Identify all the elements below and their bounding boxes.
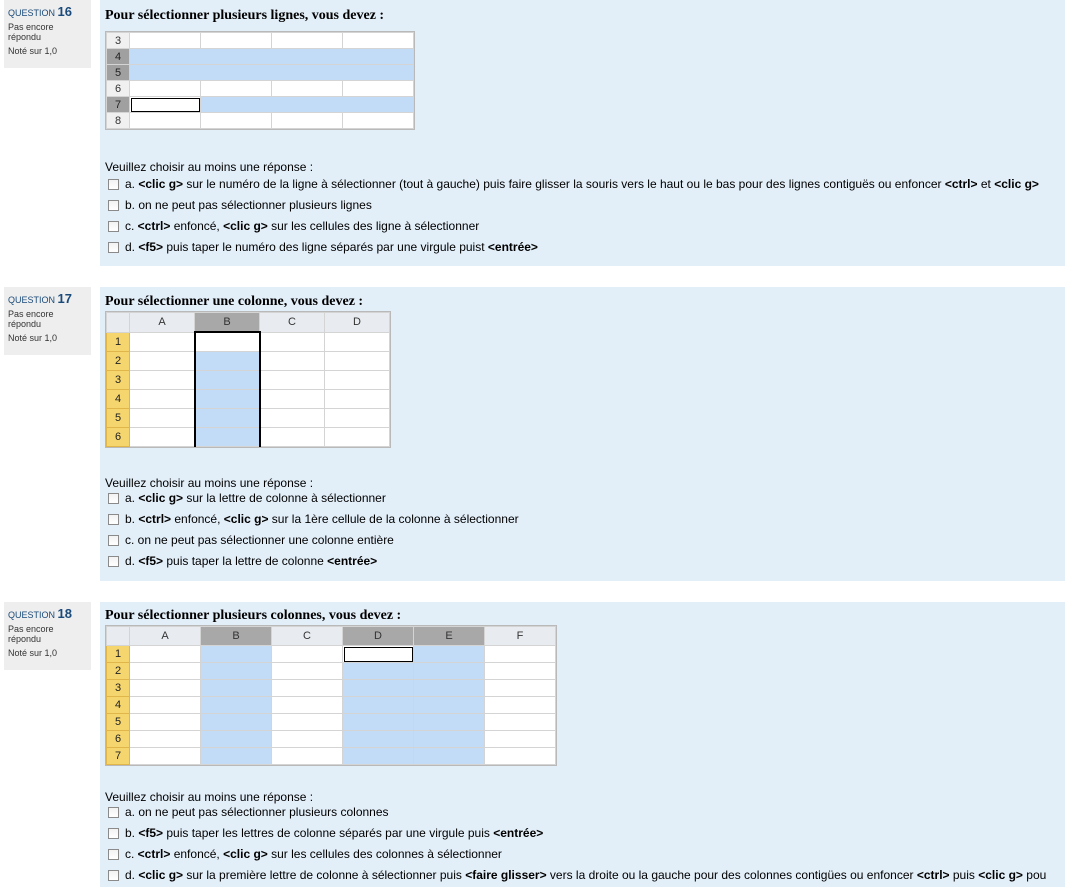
answer-label: d. <clic g> sur la première lettre de colonne à sélectionner puis <faire glisser> vers la droite ou la gauche pour des colonnes contigües ou enfoncer <ctrl> puis <clic g> pou	[125, 868, 1047, 882]
question-16	[0, 0, 1065, 266]
answer-option[interactable]	[108, 552, 377, 570]
question-number-label: QUESTION 18	[8, 606, 72, 621]
row-header: 3	[107, 680, 130, 697]
row-header: 5	[107, 714, 130, 731]
answer-checkbox[interactable]	[108, 493, 119, 504]
answer-label: a. <clic g> sur la lettre de colonne à sélectionner	[125, 491, 386, 505]
column-header: A	[130, 627, 201, 646]
question-grade: Noté sur 1,0	[8, 333, 58, 343]
question-18	[0, 602, 1065, 887]
answer-label: d. <f5> puis taper la lettre de colonne <entrée>	[125, 554, 378, 568]
answer-checkbox[interactable]	[108, 828, 119, 839]
row-header: 1	[107, 646, 130, 663]
column-header: A	[130, 313, 195, 333]
row-header: 6	[107, 427, 130, 446]
answer-prompt: Veuillez choisir au moins une réponse :	[105, 160, 314, 174]
answer-option[interactable]	[108, 866, 1046, 884]
question-grade: Noté sur 1,0	[8, 648, 58, 658]
answer-option[interactable]	[108, 824, 543, 842]
column-header: B	[201, 627, 272, 646]
row-header: 6	[107, 731, 130, 748]
answer-label: d. <f5> puis taper le numéro des ligne séparés par une virgule puist <entrée>	[125, 240, 538, 254]
answer-label: c. <ctrl> enfoncé, <clic g> sur les cellules des colonnes à sélectionner	[125, 847, 502, 861]
row-header: 8	[107, 113, 130, 129]
answer-checkbox[interactable]	[108, 535, 119, 546]
question-content	[100, 602, 1065, 887]
row-header: 4	[107, 697, 130, 714]
answer-checkbox[interactable]	[108, 849, 119, 860]
answer-label: b. <ctrl> enfoncé, <clic g> sur la 1ère cellule de la colonne à sélectionner	[125, 512, 519, 526]
question-number-label: QUESTION 16	[8, 4, 72, 19]
column-header: B	[195, 313, 260, 333]
answer-prompt: Veuillez choisir au moins une réponse :	[105, 476, 314, 490]
question-content	[100, 0, 1065, 266]
column-header: D	[325, 313, 390, 333]
row-header: 7	[107, 748, 130, 765]
answer-checkbox[interactable]	[108, 556, 119, 567]
answer-option[interactable]	[108, 238, 538, 256]
spreadsheet-image	[105, 31, 415, 130]
question-status: Pas encore répondu	[8, 624, 54, 644]
row-header: 7	[107, 97, 130, 113]
answer-checkbox[interactable]	[108, 221, 119, 232]
answer-checkbox[interactable]	[108, 200, 119, 211]
answer-option[interactable]	[108, 196, 372, 214]
question-info	[4, 0, 91, 68]
row-header: 2	[107, 663, 130, 680]
answer-option[interactable]	[108, 175, 1039, 193]
column-header: C	[260, 313, 325, 333]
answer-label: c. on ne peut pas sélectionner une colonne entière	[125, 533, 394, 547]
question-text: Pour sélectionner plusieurs lignes, vous devez :	[105, 8, 385, 23]
row-header: 2	[107, 351, 130, 370]
column-header: E	[414, 627, 485, 646]
row-header: 5	[107, 408, 130, 427]
question-info	[4, 287, 91, 355]
answer-option[interactable]	[108, 845, 502, 863]
answer-option[interactable]	[108, 510, 519, 528]
row-header: 4	[107, 49, 130, 65]
answer-option[interactable]	[108, 803, 389, 821]
question-status: Pas encore répondu	[8, 22, 54, 42]
answer-label: b. on ne peut pas sélectionner plusieurs lignes	[125, 198, 372, 212]
answer-checkbox[interactable]	[108, 870, 119, 881]
answer-option[interactable]	[108, 217, 479, 235]
row-header: 3	[107, 370, 130, 389]
question-content	[100, 287, 1065, 581]
row-header: 1	[107, 332, 130, 351]
row-header: 4	[107, 389, 130, 408]
question-grade: Noté sur 1,0	[8, 46, 58, 56]
spreadsheet-image	[105, 311, 391, 448]
answer-option[interactable]	[108, 489, 386, 507]
question-number-label: QUESTION 17	[8, 291, 72, 306]
spreadsheet-image	[105, 625, 557, 766]
question-status: Pas encore répondu	[8, 309, 54, 329]
column-header: C	[272, 627, 343, 646]
column-header: F	[485, 627, 556, 646]
answer-label: b. <f5> puis taper les lettres de colonne séparés par une virgule puis <entrée>	[125, 826, 544, 840]
answer-checkbox[interactable]	[108, 179, 119, 190]
answer-label: a. <clic g> sur le numéro de la ligne à sélectionner (tout à gauche) puis faire glisser la souris vers le haut ou le bas pour des lignes contiguës ou enfoncer <ctrl> et <clic g>	[125, 177, 1039, 191]
answer-checkbox[interactable]	[108, 514, 119, 525]
column-header: D	[343, 627, 414, 646]
answer-prompt: Veuillez choisir au moins une réponse :	[105, 790, 314, 804]
answer-label: c. <ctrl> enfoncé, <clic g> sur les cellules des ligne à sélectionner	[125, 219, 480, 233]
question-text: Pour sélectionner plusieurs colonnes, vous devez :	[105, 608, 402, 623]
row-header: 5	[107, 65, 130, 81]
answer-option[interactable]	[108, 531, 394, 549]
row-header: 3	[107, 33, 130, 49]
question-text: Pour sélectionner une colonne, vous devez :	[105, 294, 364, 309]
answer-label: a. on ne peut pas sélectionner plusieurs colonnes	[125, 805, 389, 819]
answer-checkbox[interactable]	[108, 242, 119, 253]
row-header: 6	[107, 81, 130, 97]
question-info	[4, 602, 91, 670]
question-17	[0, 287, 1065, 581]
answer-checkbox[interactable]	[108, 807, 119, 818]
